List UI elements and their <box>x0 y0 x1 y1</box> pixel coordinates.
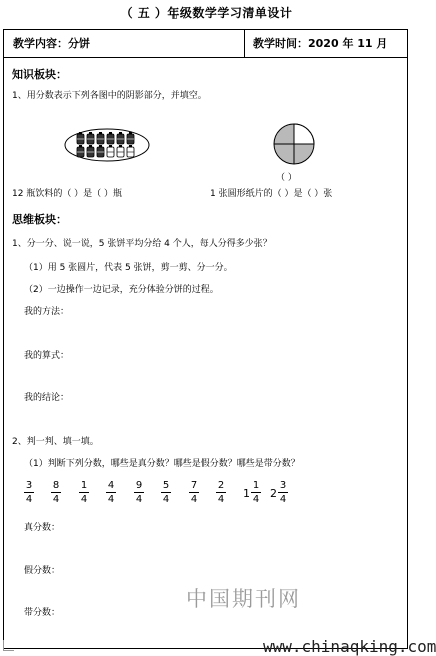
fraction <box>24 480 34 505</box>
q3-step1: （1）判断下列分数，哪些是真分数？哪些是假分数？哪些是带分数？ <box>24 459 300 469</box>
q2-step1: （1）用 5 张圆片，代表 5 张饼，剪一剪、分一分。 <box>24 263 233 273</box>
denominator: 4 <box>279 494 287 505</box>
numerator: 3 <box>279 480 287 491</box>
mixed-label[interactable]: 带分数： <box>24 608 61 618</box>
bottle-cap <box>79 145 82 148</box>
q1-prompt: 1、用分数表示下列各图中的阴影部分，并填空。 <box>12 91 207 101</box>
numerator: 7 <box>190 480 198 491</box>
conclusion-label[interactable]: 我的结论： <box>24 393 70 403</box>
fraction <box>189 480 199 505</box>
bottle-cap <box>119 132 122 135</box>
numerator: 8 <box>52 480 60 491</box>
bottle-cap <box>109 145 112 148</box>
numerator: 1 <box>80 480 88 491</box>
fraction <box>51 480 61 505</box>
page-title: （ 五 ）年级数学学习清单设计 <box>120 6 293 20</box>
time-label: 教学时间：2020 年 11 月 <box>253 37 388 50</box>
mixed-fraction <box>251 480 261 505</box>
fraction <box>106 480 116 505</box>
circle-quarters-icon <box>272 122 316 166</box>
circle-blank[interactable]: （ ） <box>276 173 297 183</box>
denominator: 4 <box>217 494 225 505</box>
numerator: 3 <box>25 480 33 491</box>
fraction-bar <box>278 492 288 493</box>
fraction-bar <box>134 492 144 493</box>
numerator: 9 <box>135 480 143 491</box>
fraction-bar <box>251 492 261 493</box>
fraction-bar <box>216 492 226 493</box>
watermark: 中国期刊网 <box>186 587 301 611</box>
proper-label[interactable]: 真分数： <box>24 523 61 533</box>
section-thinking: 思维板块： <box>12 213 67 226</box>
denominator: 4 <box>162 494 170 505</box>
numerator: 1 <box>252 480 260 491</box>
bottle-cap <box>99 132 102 135</box>
fraction <box>134 480 144 505</box>
q3-prompt: 2、判一判、填一填。 <box>12 437 99 447</box>
numerator: 2 <box>217 480 225 491</box>
mixed-whole: 2 <box>270 487 277 500</box>
header-divider <box>244 29 245 57</box>
content-label: 教学内容：分饼 <box>13 37 90 50</box>
q2-step2: （2）一边操作一边记录，充分体验分饼的过程。 <box>24 285 219 295</box>
denominator: 4 <box>107 494 115 505</box>
mixed-fraction <box>278 480 288 505</box>
fraction <box>161 480 171 505</box>
fraction-bar <box>51 492 61 493</box>
q2-prompt: 1、分一分、说一说，5 张饼平均分给 4 个人，每人分得多少张？ <box>12 239 272 249</box>
bottle-cap <box>109 132 112 135</box>
improper-label[interactable]: 假分数： <box>24 566 61 576</box>
bottle-cap <box>99 145 102 148</box>
method-label[interactable]: 我的方法： <box>24 307 70 317</box>
fraction-bar <box>24 492 34 493</box>
denominator: 4 <box>25 494 33 505</box>
fraction-bar <box>189 492 199 493</box>
fraction <box>216 480 226 505</box>
bottle-cap <box>119 145 122 148</box>
header-row <box>3 29 408 58</box>
denominator: 4 <box>252 494 260 505</box>
mixed-whole: 1 <box>243 487 250 500</box>
denominator: 4 <box>52 494 60 505</box>
circle-fill-text[interactable]: 1 张圆形纸片的（ ）是（ ）张 <box>210 189 333 199</box>
numerator: 4 <box>107 480 115 491</box>
bottle-cap <box>89 145 92 148</box>
denominator: 4 <box>80 494 88 505</box>
bottle-cap <box>89 132 92 135</box>
bottle-cap <box>79 132 82 135</box>
bottle-cap <box>129 132 132 135</box>
bottle-cap <box>129 145 132 148</box>
corner-mark-bottom <box>3 640 14 651</box>
numerator: 5 <box>162 480 170 491</box>
section-knowledge: 知识板块： <box>12 68 67 81</box>
fraction-bar <box>106 492 116 493</box>
site-url: www.chinaqking.com <box>263 637 436 656</box>
denominator: 4 <box>135 494 143 505</box>
formula-label[interactable]: 我的算式： <box>24 351 70 361</box>
worksheet-frame <box>3 29 408 649</box>
fraction-bar <box>79 492 89 493</box>
denominator: 4 <box>190 494 198 505</box>
fraction <box>79 480 89 505</box>
bottles-figure <box>64 128 150 162</box>
fraction-bar <box>161 492 171 493</box>
bottles-fill-text[interactable]: 12 瓶饮料的（ ）是（ ）瓶 <box>12 189 123 199</box>
